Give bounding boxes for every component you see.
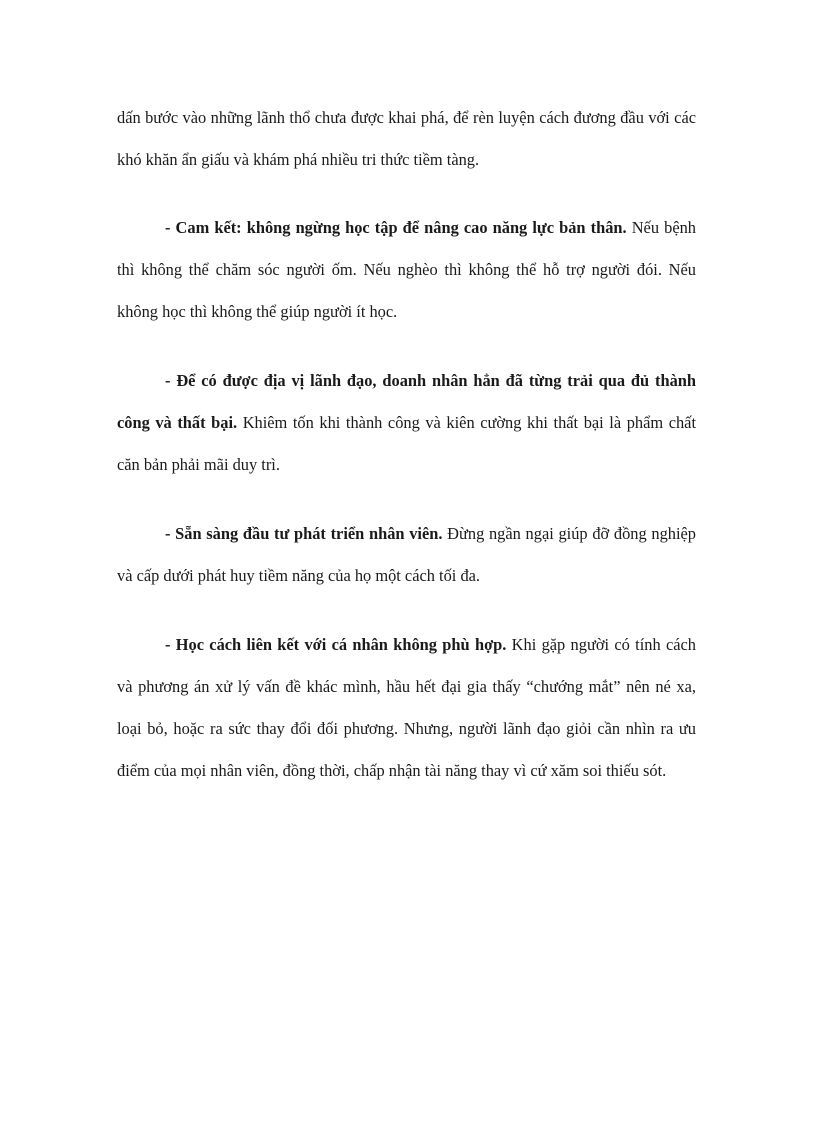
paragraph-heading: - Sẵn sàng đầu tư phát triển nhân viên. bbox=[165, 524, 443, 543]
paragraph-commitment bbox=[117, 207, 696, 333]
paragraph-text: Khi gặp người có tính cách và phương án xử lý vấn đề khác mình, hầu hết đại gia thấy “chướng mắt” nên né xa, loại bỏ, hoặc ra sức thay đổi đối phương. Nhưng, người lãnh đạo giỏi cần nhìn ra ưu điểm của mọi nhân viên, đồng thời, chấp nhận tài năng thay vì cứ xăm soi thiếu sót. bbox=[117, 635, 696, 780]
paragraph-leadership bbox=[117, 360, 696, 486]
paragraph-text: Khiêm tốn khi thành công và kiên cường khi thất bại là phẩm chất căn bản phải mãi duy trì. bbox=[117, 413, 697, 474]
paragraph-connect bbox=[117, 624, 696, 792]
paragraph-heading: - Học cách liên kết với cá nhân không phù hợp. bbox=[165, 635, 507, 654]
paragraph-text: dấn bước vào những lãnh thổ chưa được khai phá, để rèn luyện cách đương đầu với các khó khăn ẩn giấu và khám phá nhiều tri thức tiềm tàng. bbox=[117, 108, 696, 169]
paragraph-continuation bbox=[117, 97, 696, 181]
document-page bbox=[117, 97, 696, 819]
paragraph-heading: - Cam kết: không ngừng học tập để nâng cao năng lực bản thân. bbox=[165, 218, 627, 237]
paragraph-text: Đừng ngần ngại giúp đỡ đồng nghiệp và cấp dưới phát huy tiềm năng của họ một cách tối đa. bbox=[117, 524, 696, 585]
paragraph-heading: - Để có được địa vị lãnh đạo, doanh nhân hẳn đã từng trải qua đủ thành công và thất bại. bbox=[117, 371, 696, 432]
paragraph-text: Nếu bệnh thì không thể chăm sóc người ốm. Nếu nghèo thì không thể hỗ trợ người đói. Nếu không học thì không thể giúp người ít học. bbox=[117, 218, 696, 321]
paragraph-develop-staff bbox=[117, 513, 696, 597]
